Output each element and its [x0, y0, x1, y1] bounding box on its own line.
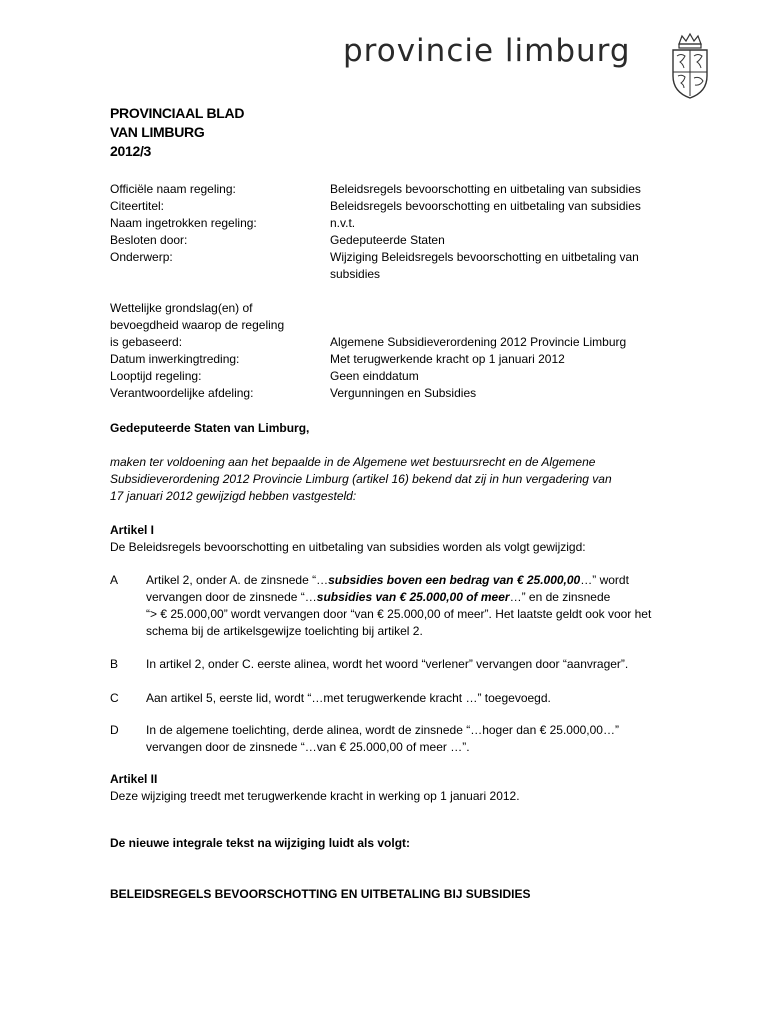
meta-row-grondslag: [110, 317, 710, 334]
meta-row: [110, 232, 710, 249]
item-content: [146, 572, 700, 640]
meta-row: [110, 368, 710, 385]
preamble-line: Subsidieverordening 2012 Provincie Limburg (artikel 16) bekend dat zij in hun vergadering van: [110, 472, 612, 486]
artikel-2: [110, 771, 700, 805]
item-content: In artikel 2, onder C. eerste alinea, wordt het woord “verlener” vervangen door “aanvrager”.: [146, 657, 629, 671]
artikel-1-heading: Artikel I: [110, 523, 155, 537]
meta-label: Verantwoordelijke afdeling:: [110, 386, 254, 400]
preamble-line: maken ter voldoening aan het bepaalde in de Algemene wet bestuursrecht en de Algemene: [110, 455, 596, 469]
meta-value: Beleidsregels bevoorschotting en uitbetaling van subsidies: [330, 182, 641, 196]
item-line: vervangen door de zinsnede “…van € 25.000,00 of meer …”.: [146, 740, 470, 754]
section-title: BELEIDSREGELS BEVOORSCHOTTING EN UITBETALING BIJ SUBSIDIES: [110, 887, 531, 901]
text-run: …” en de zinsnede: [509, 590, 611, 604]
meta-value: Vergunningen en Subsidies: [330, 386, 477, 400]
meta-row-grondslag: [110, 334, 710, 351]
text-run: …” wordt: [580, 573, 629, 587]
amendment-item-b: [110, 656, 700, 673]
emphasized-text: subsidies van € 25.000,00 of meer: [316, 590, 510, 604]
meta-row: [110, 198, 710, 215]
artikel-1: [110, 522, 700, 556]
opening-line: Gedeputeerde Staten van Limburg,: [110, 421, 310, 435]
meta-label: Onderwerp:: [110, 250, 173, 264]
item-content: Aan artikel 5, eerste lid, wordt “…met terugwerkende kracht …” toegevoegd.: [146, 691, 551, 705]
meta-row: [110, 215, 710, 232]
item-line: [146, 589, 700, 606]
meta-label: Naam ingetrokken regeling:: [110, 216, 257, 230]
amendment-item-d: [110, 722, 700, 756]
meta-row: [110, 249, 710, 283]
item-letter: D: [110, 723, 119, 737]
meta-label: bevoegdheid waarop de regeling: [110, 318, 285, 332]
meta-row: [110, 385, 710, 402]
new-text-heading: De nieuwe integrale tekst na wijziging luidt als volgt:: [110, 836, 411, 850]
publication-title: [110, 104, 244, 161]
amendment-item-c: [110, 690, 700, 707]
artikel-2-heading: Artikel II: [110, 772, 158, 786]
artikel-2-text: Deze wijziging treedt met terugwerkende kracht in werking op 1 januari 2012.: [110, 789, 520, 803]
item-line: schema bij de artikelsgewijze toelichting bij artikel 2.: [146, 624, 423, 638]
meta-label: Looptijd regeling:: [110, 369, 202, 383]
meta-value: Beleidsregels bevoorschotting en uitbetaling van subsidies: [330, 199, 641, 213]
item-line: In de algemene toelichting, derde alinea, wordt de zinsnede “…hoger dan € 25.000,00…”: [146, 723, 619, 737]
meta-value: Geen einddatum: [330, 369, 419, 383]
item-letter: A: [110, 573, 119, 587]
item-line: [146, 572, 700, 589]
item-line: “> € 25.000,00” wordt vervangen door “van € 25.000,00 of meer”. Het laatste geldt ook voor het: [146, 607, 652, 621]
limburg-coat-of-arms-icon: [669, 32, 711, 100]
meta-value: Wijziging Beleidsregels bevoorschotting en uitbetaling van subsidies: [330, 250, 639, 281]
meta-value: Gedeputeerde Staten: [330, 233, 445, 247]
text-run: vervangen door de zinsnede “…: [146, 590, 317, 604]
item-letter: C: [110, 691, 119, 705]
item-content: [146, 722, 700, 756]
meta-row: [110, 181, 710, 198]
regulation-metadata: [110, 181, 710, 402]
meta-label: Citeertitel:: [110, 199, 165, 213]
meta-spacer: [110, 283, 710, 300]
preamble: [110, 454, 700, 505]
artikel-1-intro: De Beleidsregels bevoorschotting en uitbetaling van subsidies worden als volgt gewijzigd:: [110, 540, 586, 554]
emphasized-text: subsidies boven een bedrag van € 25.000,00: [328, 573, 581, 587]
meta-label: is gebaseerd:: [110, 335, 183, 349]
meta-label: Wettelijke grondslag(en) of: [110, 301, 253, 315]
meta-label: Datum inwerkingtreding:: [110, 352, 240, 366]
meta-label: Besloten door:: [110, 233, 188, 247]
meta-label: Officiële naam regeling:: [110, 182, 236, 196]
item-letter: B: [110, 657, 119, 671]
meta-value: Algemene Subsidieverordening 2012 Provincie Limburg: [330, 335, 627, 349]
meta-row-grondslag: [110, 300, 710, 317]
brand-wordmark: provincie limburg: [343, 33, 631, 69]
meta-value: n.v.t.: [330, 216, 356, 230]
meta-value: Met terugwerkende kracht op 1 januari 2012: [330, 352, 565, 366]
title-line-1: PROVINCIAAL BLAD: [110, 105, 245, 121]
amendment-item-a: [110, 572, 700, 640]
meta-row: [110, 351, 710, 368]
text-run: Artikel 2, onder A. de zinsnede “…: [146, 573, 329, 587]
preamble-line: 17 januari 2012 gewijzigd hebben vastgesteld:: [110, 489, 357, 503]
title-line-3: 2012/3: [110, 143, 152, 159]
title-line-2: VAN LIMBURG: [110, 124, 205, 140]
